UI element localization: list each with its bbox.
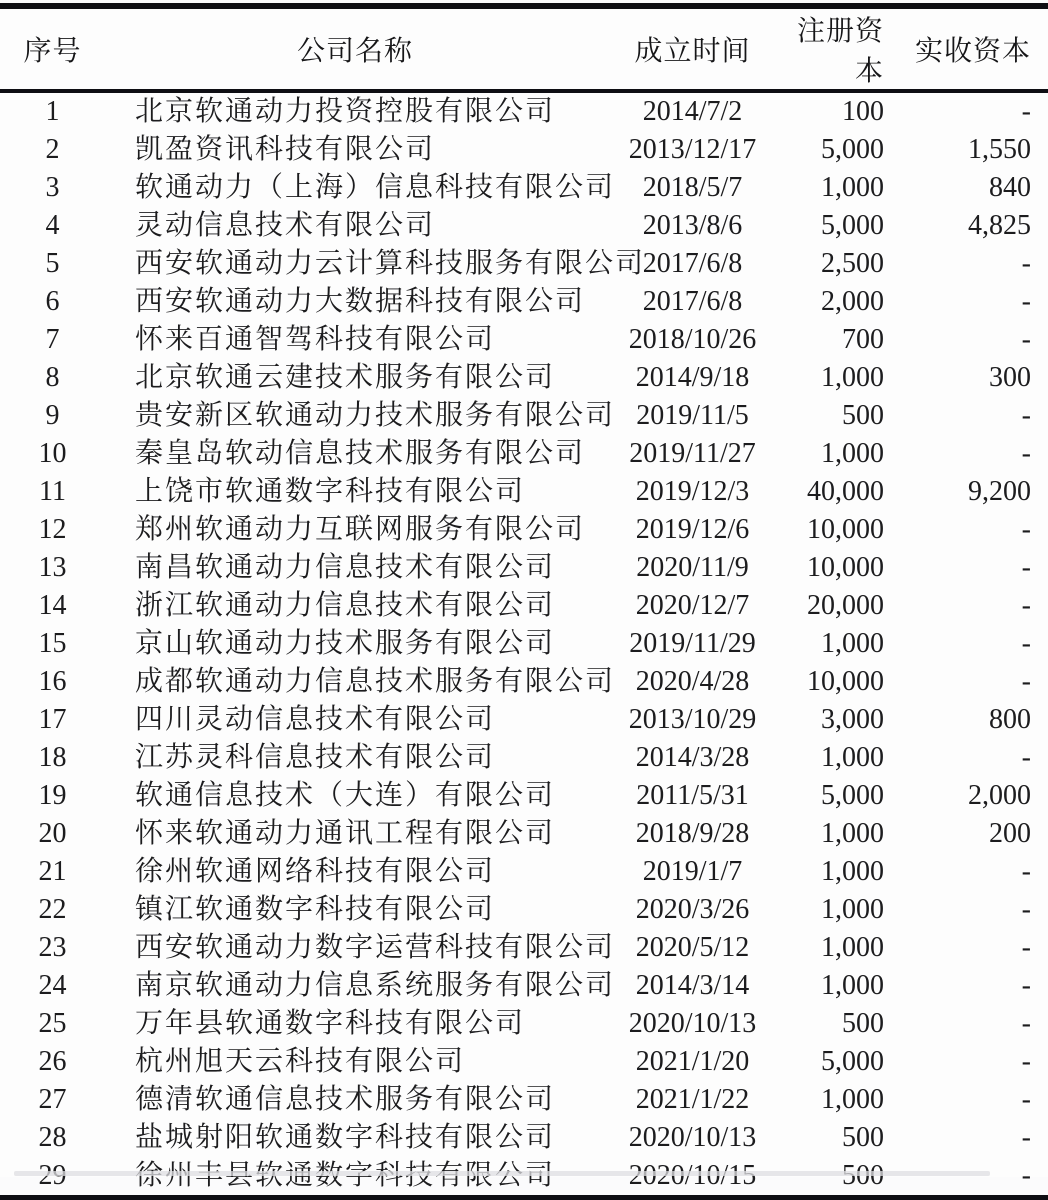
company-name-cell: 西安软通动力云计算科技服务有限公司	[135, 248, 646, 279]
index-cell: 18	[38, 742, 67, 773]
company-name-cell: 南京软通动力信息系统服务有限公司	[135, 970, 616, 1001]
company-name-cell: 万年县软通数字科技有限公司	[135, 1008, 526, 1039]
company-name-cell: 软通信息技术（大连）有限公司	[135, 780, 556, 811]
table-row	[0, 207, 1048, 245]
table-row	[0, 815, 1048, 853]
company-name-cell: 杭州旭天云科技有限公司	[135, 1046, 466, 1077]
company-name-cell: 怀来百通智驾科技有限公司	[135, 324, 496, 355]
paid-in-capital-cell: -	[1021, 666, 1031, 697]
table-body	[0, 91, 1048, 1198]
scanned-document-page	[0, 3, 1048, 1191]
paid-in-capital-cell: 1,550	[968, 134, 1031, 165]
table-row	[0, 169, 1048, 207]
founded-date-cell: 2014/9/18	[635, 362, 750, 393]
table-header	[0, 6, 1048, 91]
index-cell: 1	[45, 96, 60, 127]
paid-in-capital-cell: -	[1021, 286, 1031, 317]
paid-in-capital-cell: -	[1021, 438, 1031, 469]
founded-date-cell: 2020/3/26	[635, 894, 750, 925]
paid-in-capital-cell: -	[1021, 742, 1031, 773]
table-row	[0, 625, 1048, 663]
table-row	[0, 131, 1048, 169]
header-founded-date: 成立时间	[605, 6, 780, 91]
registered-capital-cell: 1,000	[821, 856, 884, 887]
founded-date-cell: 2021/1/22	[635, 1084, 750, 1115]
index-cell: 16	[38, 666, 67, 697]
registered-capital-cell: 500	[842, 400, 884, 431]
founded-date-cell: 2014/7/2	[642, 96, 743, 127]
index-cell: 9	[45, 400, 60, 431]
company-name-cell: 江苏灵科信息技术有限公司	[135, 742, 496, 773]
index-cell: 15	[38, 628, 67, 659]
registered-capital-cell: 1,000	[821, 970, 884, 1001]
index-cell: 17	[38, 704, 67, 735]
index-cell: 5	[45, 248, 60, 279]
table-row	[0, 967, 1048, 1005]
table-row	[0, 359, 1048, 397]
founded-date-cell	[605, 1157, 780, 1198]
founded-date-cell: 2019/12/6	[635, 514, 750, 545]
company-name-cell: 怀来软通动力通讯工程有限公司	[135, 818, 556, 849]
founded-date-cell: 2019/11/27	[629, 438, 756, 469]
registered-capital-cell: 3,000	[821, 704, 884, 735]
company-name-cell: 郑州软通动力互联网服务有限公司	[135, 514, 586, 545]
registered-capital-cell: 100	[842, 96, 884, 127]
company-name-cell: 软通动力（上海）信息科技有限公司	[135, 172, 616, 203]
founded-date-cell: 2017/6/8	[642, 286, 743, 317]
paid-in-capital-cell: 840	[989, 172, 1031, 203]
registered-capital-cell: 10,000	[807, 552, 884, 583]
table-row	[0, 739, 1048, 777]
registered-capital-cell: 5,000	[821, 1046, 884, 1077]
company-name-cell: 南昌软通动力信息技术有限公司	[135, 552, 556, 583]
company-name-cell: 成都软通动力信息技术服务有限公司	[135, 666, 616, 697]
founded-date-cell: 2020/5/12	[635, 932, 750, 963]
founded-date-cell: 2021/1/20	[635, 1046, 750, 1077]
table-row	[0, 397, 1048, 435]
founded-date-cell: 2018/10/26	[628, 324, 757, 355]
paid-in-capital-cell: -	[1021, 248, 1031, 279]
paid-in-capital-cell: -	[1021, 1084, 1031, 1115]
founded-date-cell: 2020/10/13	[628, 1122, 757, 1153]
paid-in-capital-cell: -	[1021, 400, 1031, 431]
company-name-cell: 徐州软通网络科技有限公司	[135, 856, 496, 887]
paid-in-capital-cell: -	[1021, 894, 1031, 925]
paid-in-capital-cell: -	[1021, 1046, 1031, 1077]
founded-date-cell: 2013/10/29	[628, 704, 757, 735]
registered-capital-cell: 10,000	[807, 666, 884, 697]
table-row	[0, 701, 1048, 739]
paid-in-capital-cell: 300	[989, 362, 1031, 393]
registered-capital-cell: 5,000	[821, 134, 884, 165]
paid-in-capital-cell: 4,825	[968, 210, 1031, 241]
subsidiaries-table	[0, 3, 1048, 1200]
paid-in-capital-cell: -	[1021, 552, 1031, 583]
index-cell	[0, 1157, 105, 1198]
registered-capital-cell: 500	[842, 1122, 884, 1153]
registered-capital-cell: 700	[842, 324, 884, 355]
paid-in-capital-cell: 9,200	[968, 476, 1031, 507]
table-row	[0, 1157, 1048, 1198]
founded-date-cell: 2013/8/6	[642, 210, 743, 241]
paid-in-capital-cell: -	[1021, 1008, 1031, 1039]
company-name-cell: 北京软通云建技术服务有限公司	[135, 362, 556, 393]
index-cell: 25	[38, 1008, 67, 1039]
index-cell: 10	[38, 438, 67, 469]
founded-date-cell: 2011/5/31	[636, 780, 749, 811]
founded-date-cell: 2020/10/13	[628, 1008, 757, 1039]
table-row	[0, 777, 1048, 815]
company-name-cell: 四川灵动信息技术有限公司	[135, 704, 496, 735]
index-cell: 22	[38, 894, 67, 925]
company-name-cell: 北京软通动力投资控股有限公司	[135, 96, 556, 127]
company-name-cell: 贵安新区软通动力技术服务有限公司	[135, 400, 616, 431]
index-cell: 23	[38, 932, 67, 963]
table-row	[0, 1043, 1048, 1081]
registered-capital-cell: 1,000	[821, 438, 884, 469]
table-row	[0, 245, 1048, 283]
table-row	[0, 321, 1048, 359]
paid-in-capital-cell: -	[1021, 970, 1031, 1001]
registered-capital-cell: 5,000	[821, 210, 884, 241]
index-cell: 4	[45, 210, 60, 241]
index-cell: 27	[38, 1084, 67, 1115]
index-cell: 6	[45, 286, 60, 317]
company-name-cell: 凯盈资讯科技有限公司	[135, 134, 436, 165]
registered-capital-cell: 2,000	[821, 286, 884, 317]
company-name-cell: 秦皇岛软动信息技术服务有限公司	[135, 438, 586, 469]
header-registered-capital: 注册资本	[780, 6, 890, 91]
paid-in-capital-cell: -	[1021, 628, 1031, 659]
table-row	[0, 435, 1048, 473]
founded-date-cell: 2019/1/7	[642, 856, 743, 887]
table-header-row	[0, 6, 1048, 91]
paid-in-capital-cell: -	[1021, 1122, 1031, 1153]
index-cell: 19	[38, 780, 67, 811]
table-row	[0, 1005, 1048, 1043]
registered-capital-cell: 1,000	[821, 172, 884, 203]
founded-date-cell: 2019/11/5	[636, 400, 749, 431]
company-name-cell: 盐城射阳软通数字科技有限公司	[135, 1122, 556, 1153]
paid-in-capital-cell: -	[1021, 514, 1031, 545]
company-name-cell: 上饶市软通数字科技有限公司	[135, 476, 526, 507]
founded-date-cell: 2014/3/14	[635, 970, 750, 1001]
company-name-cell: 西安软通动力数字运营科技有限公司	[135, 932, 616, 963]
paid-in-capital-cell: -	[1021, 932, 1031, 963]
registered-capital-cell: 40,000	[807, 476, 884, 507]
table-row	[0, 891, 1048, 929]
index-cell: 8	[45, 362, 60, 393]
table-row	[0, 549, 1048, 587]
table-row	[0, 929, 1048, 967]
paid-in-capital-cell: 2,000	[968, 780, 1031, 811]
founded-date-cell: 2019/11/29	[629, 628, 756, 659]
registered-capital-cell: 10,000	[807, 514, 884, 545]
table-row	[0, 473, 1048, 511]
paid-in-capital-cell: 200	[989, 818, 1031, 849]
table-row	[0, 283, 1048, 321]
registered-capital-cell: 2,500	[821, 248, 884, 279]
company-name-cell: 镇江软通数字科技有限公司	[135, 894, 496, 925]
paid-in-capital-cell: -	[1021, 96, 1031, 127]
founded-date-cell: 2014/3/28	[635, 742, 750, 773]
company-name-cell: 德清软通信息技术服务有限公司	[135, 1084, 556, 1115]
index-cell: 21	[38, 856, 67, 887]
table-row	[0, 1119, 1048, 1157]
registered-capital-cell: 5,000	[821, 780, 884, 811]
founded-date-cell: 2019/12/3	[635, 476, 750, 507]
index-cell: 11	[39, 476, 66, 507]
company-name-cell: 浙江软通动力信息技术有限公司	[135, 590, 556, 621]
registered-capital-cell: 1,000	[821, 932, 884, 963]
header-paid-in-capital: 实收资本	[890, 6, 1048, 91]
founded-date-cell: 2018/5/7	[642, 172, 743, 203]
paid-in-capital-cell: -	[1021, 856, 1031, 887]
index-cell: 24	[38, 970, 67, 1001]
founded-date-cell: 2017/6/8	[642, 248, 743, 279]
table-row	[0, 853, 1048, 891]
header-index: 序号	[0, 6, 105, 91]
table-row	[0, 587, 1048, 625]
registered-capital-cell: 500	[842, 1008, 884, 1039]
company-name-cell: 灵动信息技术有限公司	[135, 210, 436, 241]
table-row	[0, 1081, 1048, 1119]
table-row	[0, 91, 1048, 131]
table-row	[0, 511, 1048, 549]
index-cell: 12	[38, 514, 67, 545]
index-cell: 3	[45, 172, 60, 203]
index-cell: 26	[38, 1046, 67, 1077]
registered-capital-cell: 1,000	[821, 818, 884, 849]
founded-date-cell: 2018/9/28	[635, 818, 750, 849]
index-cell: 28	[38, 1122, 67, 1153]
registered-capital-cell: 1,000	[821, 362, 884, 393]
founded-date-cell: 2013/12/17	[628, 134, 757, 165]
registered-capital-cell: 1,000	[821, 1084, 884, 1115]
registered-capital-cell: 1,000	[821, 742, 884, 773]
paid-in-capital-cell: 800	[989, 704, 1031, 735]
registered-capital-cell: 1,000	[821, 894, 884, 925]
index-cell: 2	[45, 134, 60, 165]
paid-in-capital-cell: -	[1021, 590, 1031, 621]
founded-date-cell: 2020/11/9	[636, 552, 749, 583]
paid-in-capital-cell: -	[1021, 324, 1031, 355]
index-cell: 7	[45, 324, 60, 355]
index-cell: 14	[38, 590, 67, 621]
registered-capital-cell: 20,000	[807, 590, 884, 621]
company-name-cell: 京山软通动力技术服务有限公司	[135, 628, 556, 659]
company-name-cell	[105, 1157, 605, 1198]
header-company-name: 公司名称	[105, 6, 605, 91]
paid-in-capital-cell: -	[1021, 1160, 1031, 1191]
table-row	[0, 663, 1048, 701]
founded-date-cell: 2020/4/28	[635, 666, 750, 697]
registered-capital-cell: 1,000	[821, 628, 884, 659]
index-cell: 13	[38, 552, 67, 583]
company-name-cell: 西安软通动力大数据科技有限公司	[135, 286, 586, 317]
founded-date-cell: 2020/12/7	[635, 590, 750, 621]
index-cell: 20	[38, 818, 67, 849]
registered-capital-cell	[780, 1157, 890, 1198]
